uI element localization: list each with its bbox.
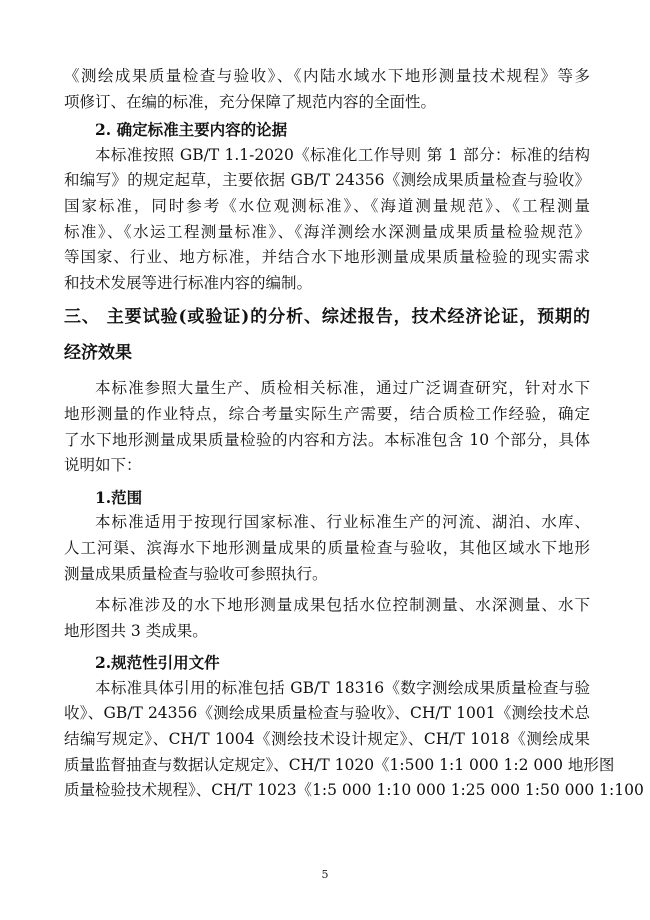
chapter-heading-3: 三、 主要试验(或验证)的分析、综述报告，技术经济论证，预期的 [64, 307, 590, 328]
text-line: 收》、GB/T 24356《测绘成果质量检查与验收》、CH/T 1001《测绘技术总 [64, 704, 590, 723]
text-line: 本标准参照大量生产、质检相关标准，通过广泛调查研究，针对水下 [95, 379, 590, 398]
text-line: 说明如下： [64, 456, 142, 475]
document-page [64, 64, 644, 804]
text-line: 和编写》的规定起草，主要依据 GB/T 24356《测绘成果质量检查与验收》 [64, 171, 590, 190]
paragraph-basis [64, 143, 590, 297]
text-line: 地形测量的作业特点，综合考量实际生产需要，结合质检工作经验，确定 [64, 404, 590, 423]
text-line: 本标准适用于按现行国家标准、行业标准生产的河流、湖泊、水库、 [95, 513, 590, 532]
text-line: 人工河渠、滨海水下地形测量成果的质量检查与验收，其他区域水下地形 [64, 538, 590, 557]
text-line: 等国家、行业、地方标准，并结合水下地形测量成果质量检验的现实需求 [64, 248, 590, 267]
text-line: 本标准涉及的水下地形测量成果包括水位控制测量、水深测量、水下 [95, 596, 590, 615]
paragraph-intro [64, 64, 590, 115]
text-line: 《测绘成果质量检查与验收》、《内陆水域水下地形测量技术规程》等多 [64, 67, 590, 85]
subsection-heading-references: 2.规范性引用文件 [95, 653, 220, 673]
paragraph-scope [64, 510, 590, 587]
text-line: 测量成果质量检查与验收可参照执行。 [64, 564, 328, 583]
paragraph-scope-results [64, 593, 590, 644]
page-number: 5 [321, 868, 329, 881]
text-line: 了水下地形测量成果质量检验的内容和方法。本标准包含 10 个部分，具体 [64, 430, 590, 449]
text-line: 国家标准，同时参考《水位观测标准》、《海道测量规范》、《工程测量 [64, 196, 590, 215]
paragraph-overview [64, 376, 590, 478]
text-line: 质量检验技术规程》、CH/T 1023《1:5 000 1:10 000 1:25 000 1:50 000 1:100 [64, 781, 644, 800]
text-line: 质量监督抽查与数据认定规定》、CH/T 1020《1:500 1:1 000 1:2 000 地形图 [64, 755, 615, 774]
text-line: 结编写规定》、CH/T 1004《测绘技术设计规定》、CH/T 1018《测绘成果 [64, 730, 590, 749]
section-heading-2: 2. 确定标准主要内容的论据 [95, 120, 288, 140]
text-line: 本标准具体引用的标准包括 GB/T 18316《数字测绘成果质量检查与验 [95, 678, 590, 697]
text-line: 标准》、《水运工程测量标准》、《海洋测绘水深测量成果质量检验规范》 [64, 222, 590, 241]
text-line: 本标准按照 GB/T 1.1-2020《标准化工作导则 第 1 部分：标准的结构 [95, 145, 590, 164]
paragraph-references [64, 676, 644, 804]
subsection-heading-scope: 1.范围 [95, 487, 143, 507]
chapter-heading-3-continued: 经济效果 [64, 343, 132, 364]
text-line: 地形图共 3 类成果。 [64, 621, 208, 640]
text-line: 和技术发展等进行标准内容的编制。 [64, 273, 313, 292]
text-line: 项修订、在编的标准，充分保障了规范内容的全面性。 [64, 92, 437, 111]
